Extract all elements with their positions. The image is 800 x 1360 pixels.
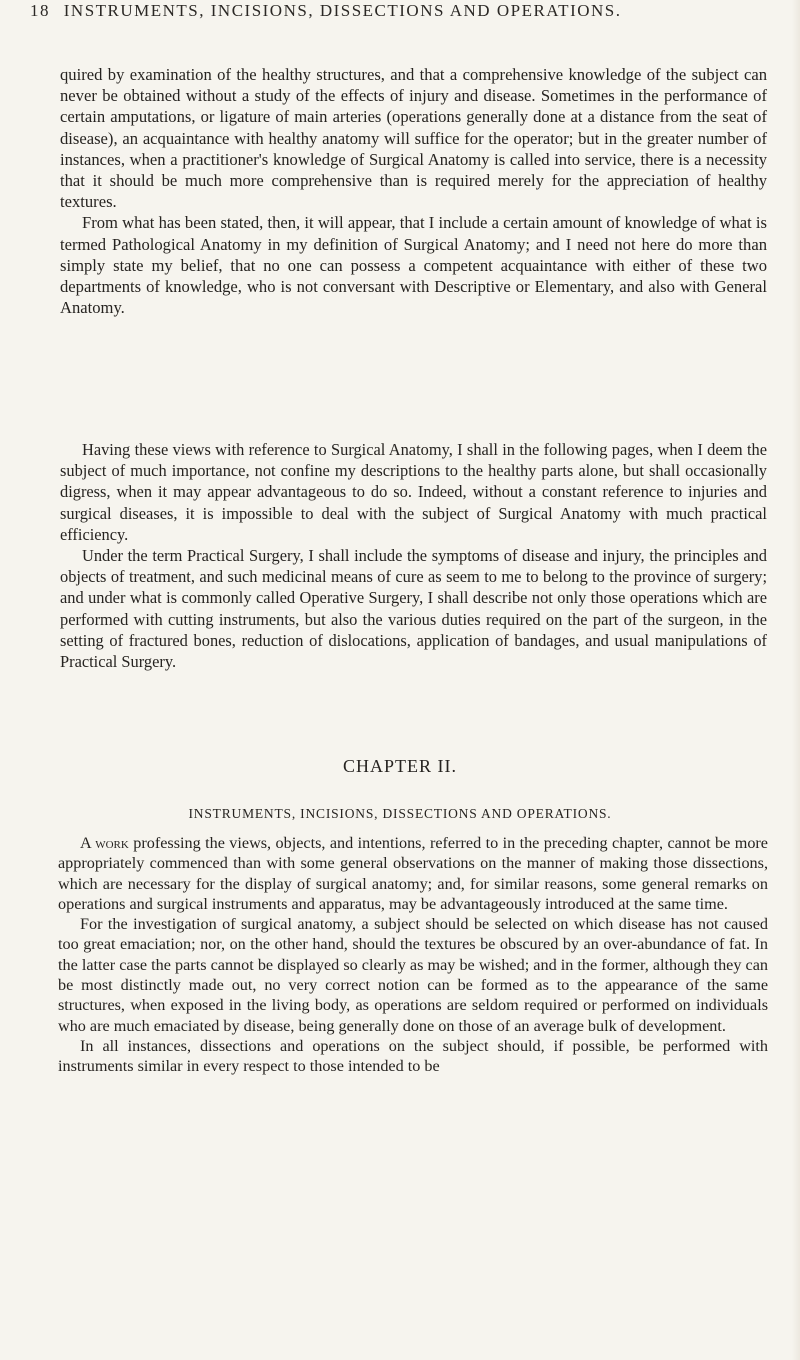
chapter-title: CHAPTER II. [343, 756, 457, 776]
running-title: INSTRUMENTS, INCISIONS, DISSECTIONS AND OPERATIONS. [63, 1, 622, 20]
paragraph: Under the term Practical Surgery, I shall include the symptoms of disease and injury, the principles and objects of treatment, and such medicinal means of cure as seem to me to belong to the province of surgery; and under what is commonly called Operative Surgery, I shall describe not only those operations which are performed with cutting instruments, but also the various duties required on the part of the surgeon, in the setting of fractured bones, reduction of dislocations, application of bandages, and usual manipulations of Practical Surgery. [60, 546, 767, 672]
text-block-middle [60, 439, 767, 672]
paragraph: In all instances, dissections and operations on the subject should, if possible, be performed with instruments similar in every respect to those intended to be [58, 1036, 768, 1076]
paragraph [58, 833, 768, 914]
text-block-chapter [58, 833, 768, 1077]
paragraph: For the investigation of surgical anatomy, a subject should be selected on which disease has not caused too great emaciation; nor, on the other hand, should the textures be obscured by an over-abundance of fat. In the latter case the parts cannot be displayed so clearly as may be wished; and in the former, although they can be most distinctly made out, no very correct notion can be formed as to the appearance of the same structures, when exposed in the living body, as operations are seldom required or performed on individuals who are much emaciated by disease, being generally done on those of an average bulk of development. [58, 915, 768, 1035]
paragraph: quired by examination of the healthy structures, and that a comprehensive knowledge of the subject can never be obtained without a study of the effects of injury and disease. Sometimes in the performance of certain amputations, or ligature of main arteries (operations generally done at a distance from the seat of disease), an acquaintance with healthy anatomy will suffice for the operator; but in the greater number of instances, when a practitioner's knowledge of Surgical Anatomy is called into service, there is a necessity that it should be much more comprehensive than is required merely for the appreciation of healthy textures. [60, 65, 767, 212]
page-edge-shadow [792, 0, 800, 1360]
paragraph: Having these views with reference to Surgical Anatomy, I shall in the following pages, when I deem the subject of much importance, not confine my descriptions to the healthy parts alone, but shall occasionally digress, when it may appear advantageous to do so. Indeed, without a constant reference to injuries and surgical diseases, it is impossible to deal with the subject of Surgical Anatomy with much practical efficiency. [60, 440, 767, 544]
drop-lead: A work [80, 834, 129, 852]
text-block-top [60, 64, 767, 318]
chapter-subtitle: INSTRUMENTS, INCISIONS, DISSECTIONS AND OPERATIONS. [188, 806, 612, 821]
paragraph-text: professing the views, objects, and intentions, referred to in the preceding chapter, cannot be more appropriately commenced than with some general observations on the manner of making those dissections, which are necessary for the display of surgical anatomy; and, for similar reasons, some general remarks on operations and surgical instruments and apparatus, may be advantageously introduced at the same time. [58, 834, 768, 913]
running-header [30, 1, 790, 21]
page-number: 18 [30, 1, 50, 20]
paragraph: From what has been stated, then, it will appear, that I include a certain amount of knowledge of what is termed Pathological Anatomy in my definition of Surgical Anatomy; and I need not here do more than simply state my belief, that no one can possess a competent acquaintance with either of these two departments of knowledge, who is not conversant with Descriptive or Elementary, and also with General Anatomy. [60, 213, 767, 318]
